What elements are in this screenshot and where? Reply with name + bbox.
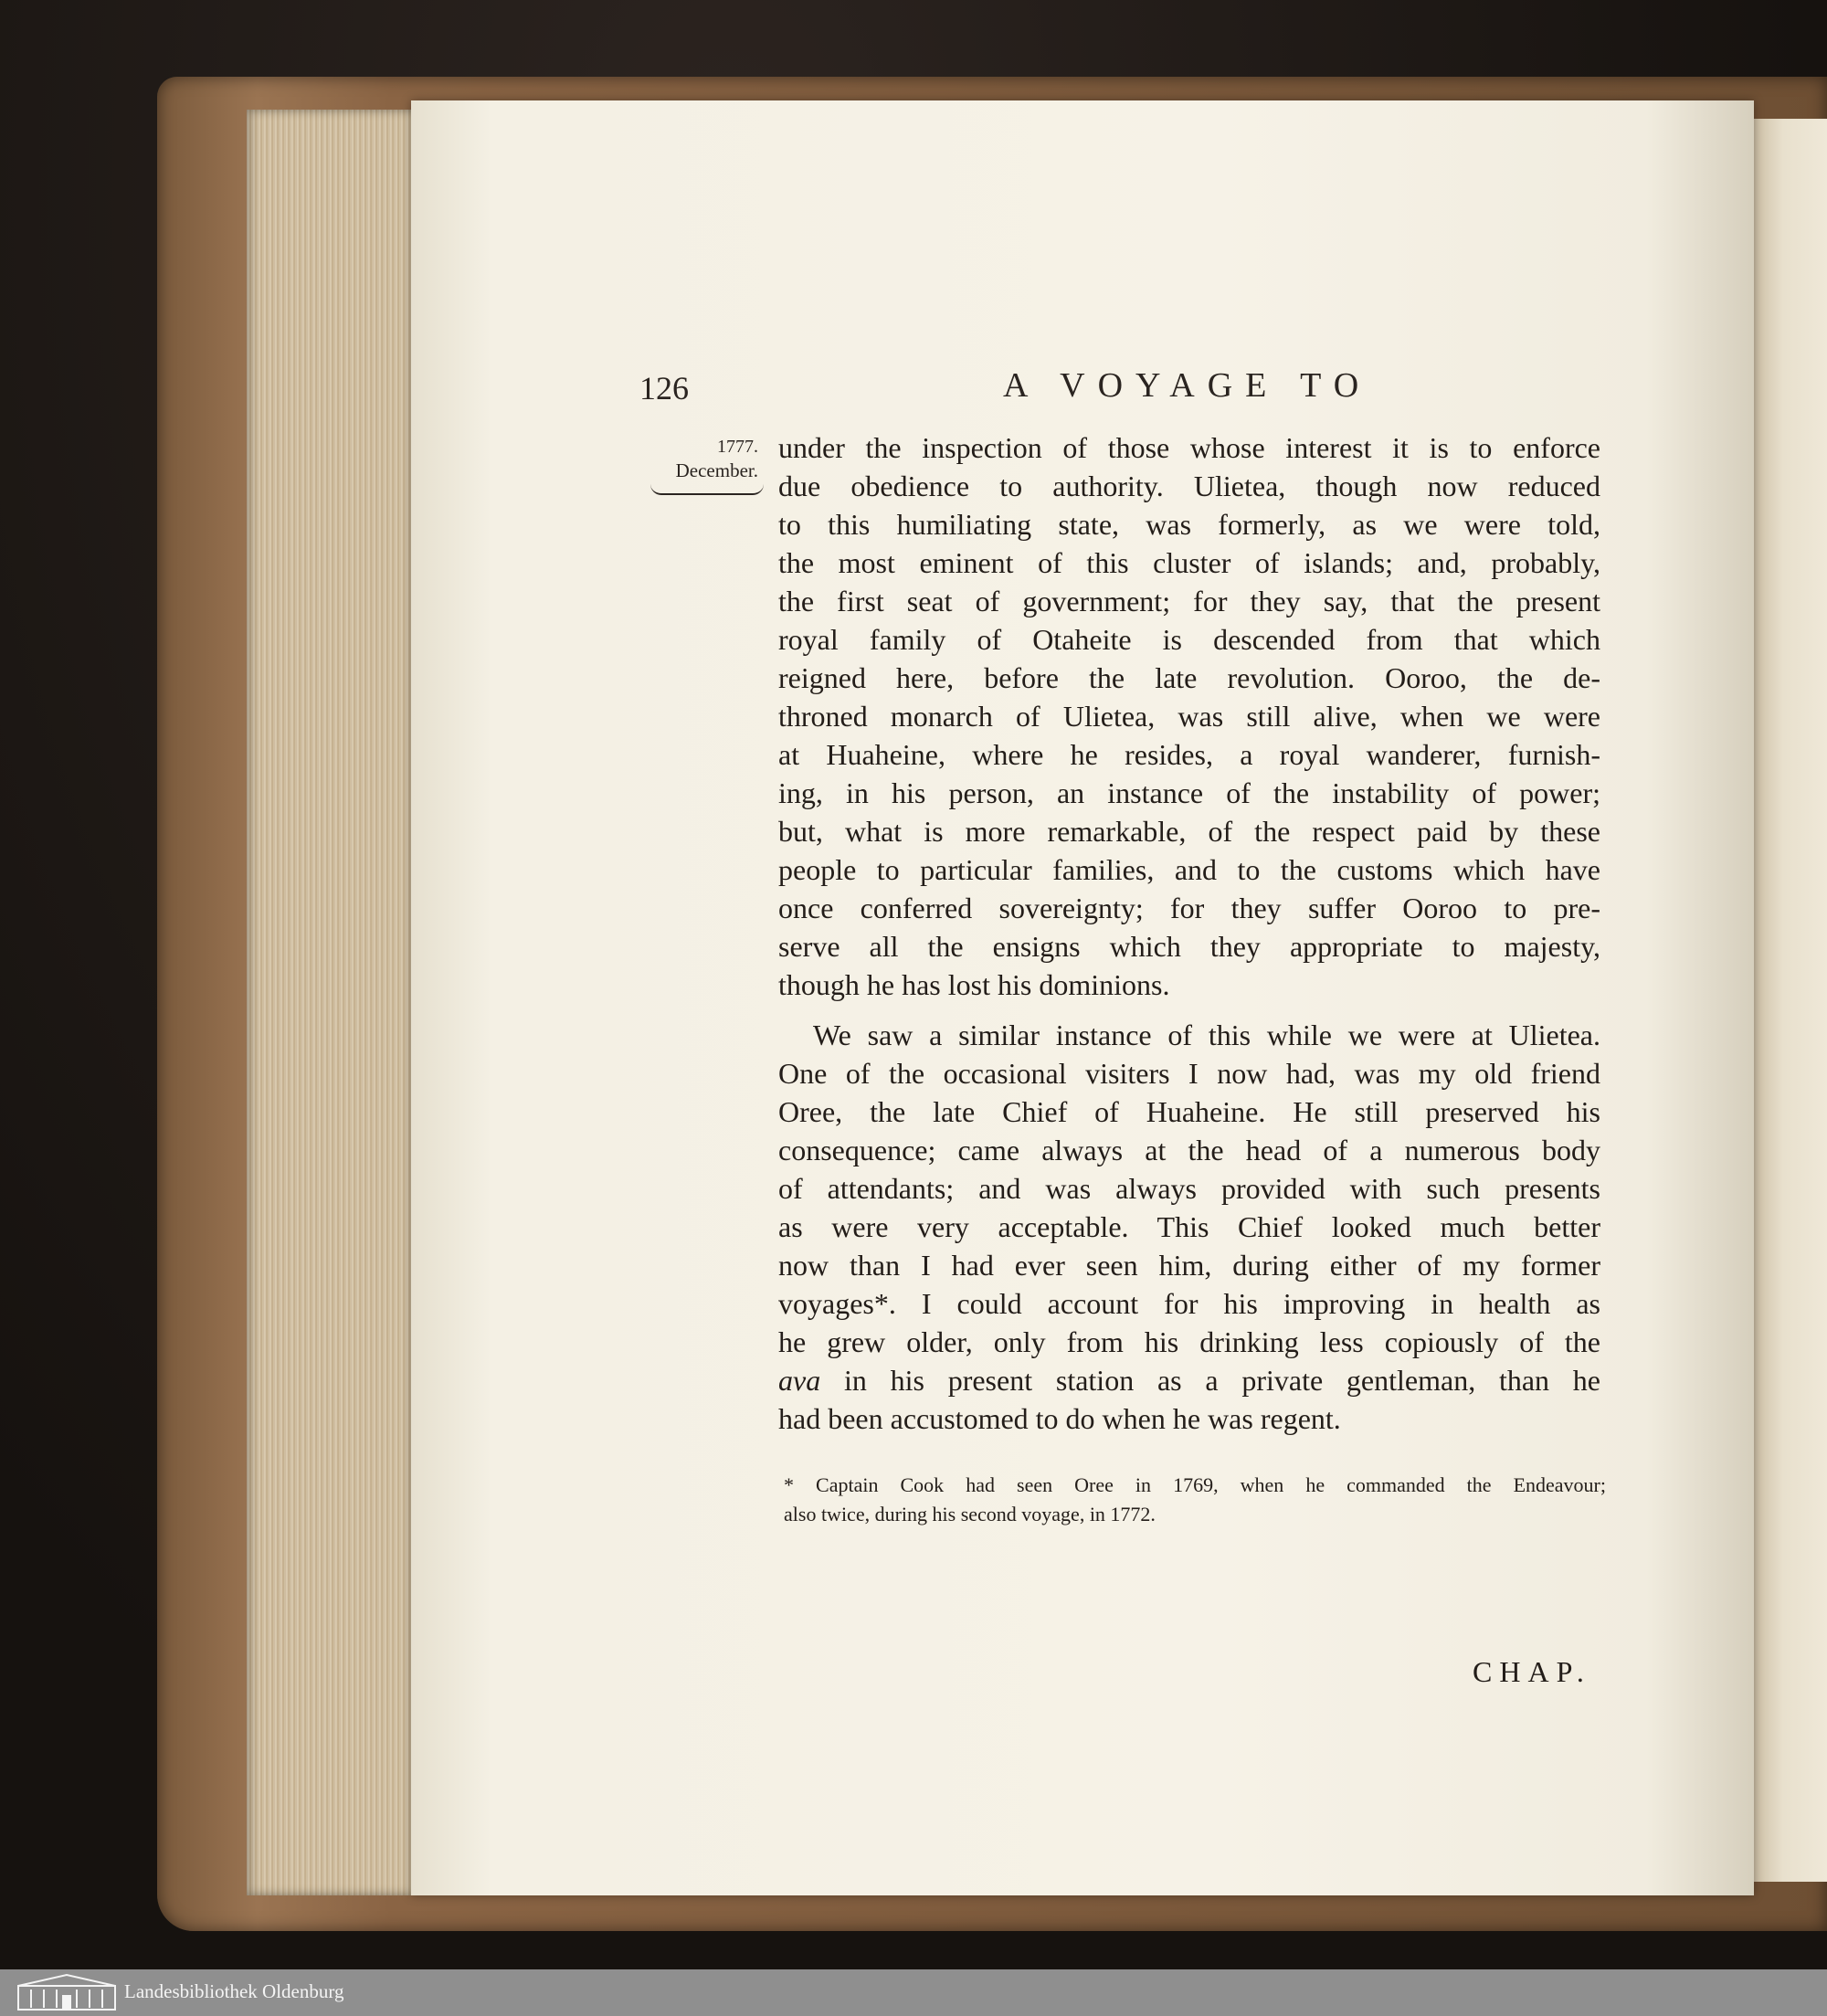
text-line: under the inspection of those whose interest it is to enforce bbox=[778, 431, 1600, 464]
footnote-line: also twice, during his second voyage, in 1772. bbox=[784, 1503, 1156, 1525]
footer-bar bbox=[0, 1969, 1827, 2016]
text-line: once conferred sovereignty; for they suffer Ooroo to pre- bbox=[778, 892, 1600, 924]
text-line: though he has lost his dominions. bbox=[778, 968, 1170, 1001]
text-line: people to particular families, and to the customs which have bbox=[778, 853, 1600, 886]
text-line: ing, in his person, an instance of the instability of power; bbox=[778, 776, 1600, 809]
text-line: he grew older, only from his drinking less copiously of the bbox=[778, 1325, 1600, 1358]
text-line: but, what is more remarkable, of the respect paid by these bbox=[778, 815, 1600, 848]
text-line: voyages*. I could account for his improving in health as bbox=[778, 1287, 1600, 1320]
text-line-rest: in his present station as a private gentleman, than he bbox=[820, 1364, 1600, 1397]
footnote bbox=[784, 1471, 1606, 1529]
text-line: to this humiliating state, was formerly, as we were told, bbox=[778, 508, 1600, 541]
text-line bbox=[778, 1361, 1600, 1399]
library-name: Landesbibliothek Oldenburg bbox=[124, 1980, 344, 2002]
text-line: We saw a similar instance of this while we were at Ulietea. bbox=[813, 1019, 1600, 1051]
text-line: throned monarch of Ulietea, was still alive, when we were bbox=[778, 700, 1600, 733]
page-number: 126 bbox=[639, 370, 689, 406]
text-line: royal family of Otaheite is descended from that which bbox=[778, 623, 1600, 656]
margin-brace bbox=[650, 484, 764, 495]
text-line: had been accustomed to do when he was regent. bbox=[778, 1402, 1341, 1435]
catchword: CHAP. bbox=[1473, 1655, 1591, 1688]
facing-page-edge bbox=[1754, 119, 1827, 1882]
footnote-line: * Captain Cook had seen Oree in 1769, when he commanded the Endeavour; bbox=[784, 1473, 1606, 1496]
running-title: A VOYAGE TO bbox=[1003, 366, 1372, 405]
text-line: at Huaheine, where he resides, a royal wanderer, furnish- bbox=[778, 738, 1600, 771]
text-line: due obedience to authority. Ulietea, though now reduced bbox=[778, 470, 1600, 502]
margin-note bbox=[639, 435, 758, 482]
paragraph-2 bbox=[778, 1016, 1600, 1438]
text-line: of attendants; and was always provided with such presents bbox=[778, 1172, 1600, 1205]
paragraph-1 bbox=[778, 428, 1600, 1004]
text-line: now than I had ever seen him, during either of my former bbox=[778, 1249, 1600, 1282]
page-edges bbox=[247, 110, 425, 1895]
text-line: One of the occasional visiters I now had, was my old friend bbox=[778, 1057, 1600, 1090]
text-line: serve all the ensigns which they appropriate to majesty, bbox=[778, 930, 1600, 963]
text-line: the most eminent of this cluster of islands; and, probably, bbox=[778, 546, 1600, 579]
margin-month: December. bbox=[675, 459, 758, 481]
text-line: as were very acceptable. This Chief looked much better bbox=[778, 1210, 1600, 1243]
margin-year: 1777. bbox=[717, 437, 758, 457]
italic-word: ava bbox=[778, 1364, 821, 1397]
text-line: consequence; came always at the head of a numerous body bbox=[778, 1134, 1600, 1166]
library-building-icon bbox=[16, 1973, 117, 2011]
text-line: reigned here, before the late revolution. Ooroo, the de- bbox=[778, 661, 1600, 694]
text-line: the first seat of government; for they say, that the present bbox=[778, 585, 1600, 617]
text-line: Oree, the late Chief of Huaheine. He still preserved his bbox=[778, 1095, 1600, 1128]
